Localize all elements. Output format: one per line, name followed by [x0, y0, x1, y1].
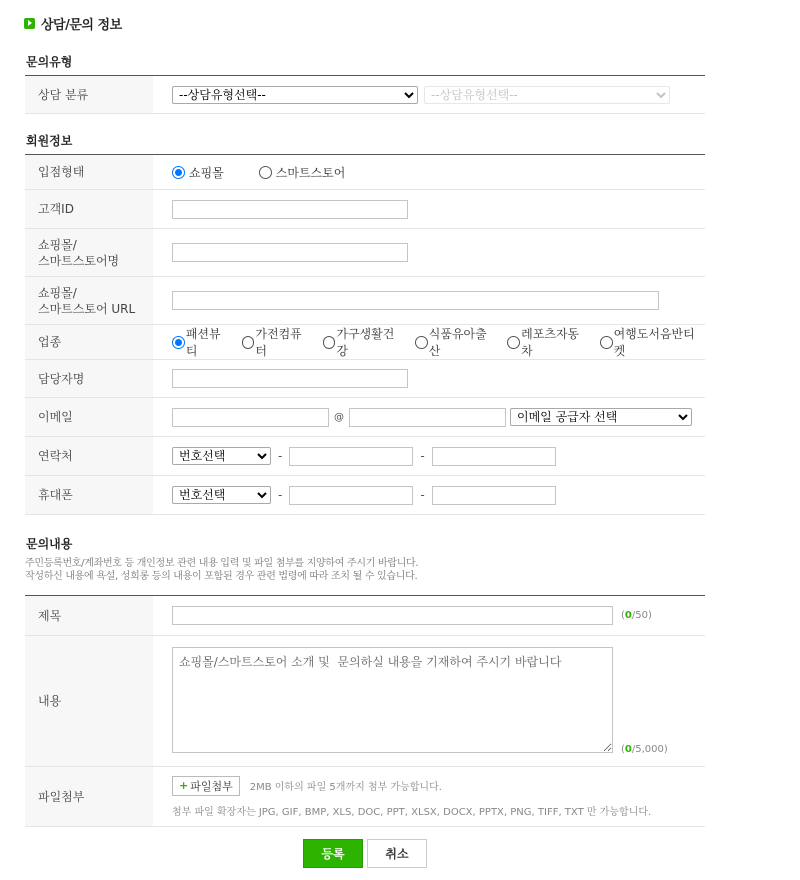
phone-prefix-select[interactable] — [172, 447, 271, 465]
store-name-label: 쇼핑몰/ 스마트스토어명 — [25, 229, 153, 276]
cancel-button[interactable]: 취소 — [367, 839, 427, 868]
section-title-inquiry-type: 문의유형 — [26, 55, 73, 69]
store-url-input[interactable] — [172, 291, 659, 310]
store-url-label: 쇼핑몰/ 스마트스토어 URL — [25, 277, 153, 324]
radio-checked-icon — [172, 336, 185, 349]
radio-unchecked-icon — [242, 336, 255, 349]
customer-id-input[interactable] — [172, 200, 408, 219]
attach-row — [25, 767, 705, 827]
mobile-middle-input[interactable] — [289, 486, 413, 505]
section-title-member-info: 회원정보 — [26, 134, 73, 148]
inquiry-type-table — [25, 75, 705, 114]
industry-radio-food-baby[interactable]: 식품유아출산 — [415, 325, 497, 359]
store-type-label: 입점형태 — [25, 155, 153, 189]
category-primary-select[interactable] — [172, 86, 418, 104]
submit-button[interactable]: 등록 — [303, 839, 363, 868]
subject-label: 제목 — [25, 596, 153, 635]
subject-row — [25, 596, 705, 636]
email-id-input[interactable] — [172, 408, 329, 427]
industry-label: 업종 — [25, 325, 153, 359]
inquiry-content-table — [25, 595, 705, 827]
attach-extension-desc: 첨부 파일 확장자는 JPG, GIF, BMP, XLS, DOC, PPT, XLSX, DOCX, PPTX, PNG, TIFF, TXT 만 가능합니다. — [172, 806, 652, 818]
category-row — [25, 76, 705, 114]
radio-unchecked-icon — [259, 166, 272, 179]
industry-radio-fashion-beauty[interactable]: 패션뷰티 — [172, 325, 232, 359]
email-label: 이메일 — [25, 398, 153, 436]
attach-file-button[interactable]: + 파일첨부 — [172, 776, 240, 796]
manager-row — [25, 360, 705, 398]
manager-name-input[interactable] — [172, 369, 408, 388]
bullet-arrow-icon — [24, 18, 35, 29]
mobile-prefix-select[interactable] — [172, 486, 271, 504]
radio-unchecked-icon — [415, 336, 428, 349]
store-type-radio-shoppingmall[interactable]: 쇼핑몰 — [172, 164, 224, 181]
store-name-row — [25, 229, 705, 277]
manager-label: 담당자명 — [25, 360, 153, 397]
body-char-counter: (0/5,000) — [621, 744, 668, 755]
radio-unchecked-icon — [323, 336, 336, 349]
radio-unchecked-icon — [600, 336, 613, 349]
body-row — [25, 636, 705, 767]
mobile-row: 휴대폰 번호선택 - - — [25, 476, 705, 515]
page-title-text: 상담/문의 정보 — [41, 17, 122, 33]
member-info-table — [25, 154, 705, 515]
email-domain-input[interactable] — [349, 408, 506, 427]
industry-radio-furniture-health[interactable]: 가구생활건강 — [323, 325, 405, 359]
store-type-radio-smartstore[interactable]: 스마트스토어 — [259, 164, 346, 181]
industry-row — [25, 325, 705, 360]
phone-row: 연락처 번호선택 - - — [25, 437, 705, 476]
body-textarea[interactable] — [172, 647, 613, 753]
email-at-sign: @ — [334, 411, 344, 423]
category-label: 상담 분류 — [25, 76, 153, 113]
store-url-row — [25, 277, 705, 325]
customer-id-label: 고객ID — [25, 190, 153, 228]
phone-label: 연락처 — [25, 437, 153, 475]
store-name-input[interactable] — [172, 243, 408, 262]
privacy-notice: 주민등록번호/계좌번호 등 개인정보 관련 내용 입력 및 파일 첨부를 지양하여 주시기 바랍니다. 작성하신 내용에 욕설, 성희롱 등의 내용이 포함된 경우 관련 법령에 따라 조치 될 수 있습니다. — [25, 558, 419, 582]
radio-unchecked-icon — [507, 336, 520, 349]
section-title-inquiry-content: 문의내용 — [26, 537, 73, 551]
mobile-label: 휴대폰 — [25, 476, 153, 514]
phone-middle-input[interactable] — [289, 447, 413, 466]
attach-label: 파일첨부 — [25, 767, 153, 826]
body-label: 내용 — [25, 636, 153, 766]
radio-checked-icon — [172, 166, 185, 179]
plus-icon: + — [179, 779, 189, 792]
phone-last-input[interactable] — [432, 447, 556, 466]
industry-radio-travel-books[interactable]: 여행도서음반티켓 — [600, 325, 705, 359]
subject-char-counter: (0/50) — [621, 610, 652, 621]
mobile-last-input[interactable] — [432, 486, 556, 505]
email-provider-select[interactable] — [510, 408, 692, 426]
attach-limit-desc: 2MB 이하의 파일 5개까지 첨부 가능합니다. — [249, 782, 442, 793]
category-secondary-select[interactable] — [424, 86, 670, 104]
industry-radio-electronics[interactable]: 가전컴퓨터 — [242, 325, 313, 359]
store-type-row — [25, 155, 705, 190]
page-title — [24, 14, 122, 32]
industry-radio-sports-auto[interactable]: 레포츠자동차 — [507, 325, 589, 359]
subject-input[interactable] — [172, 606, 613, 625]
email-row — [25, 398, 705, 437]
customer-id-row — [25, 190, 705, 229]
